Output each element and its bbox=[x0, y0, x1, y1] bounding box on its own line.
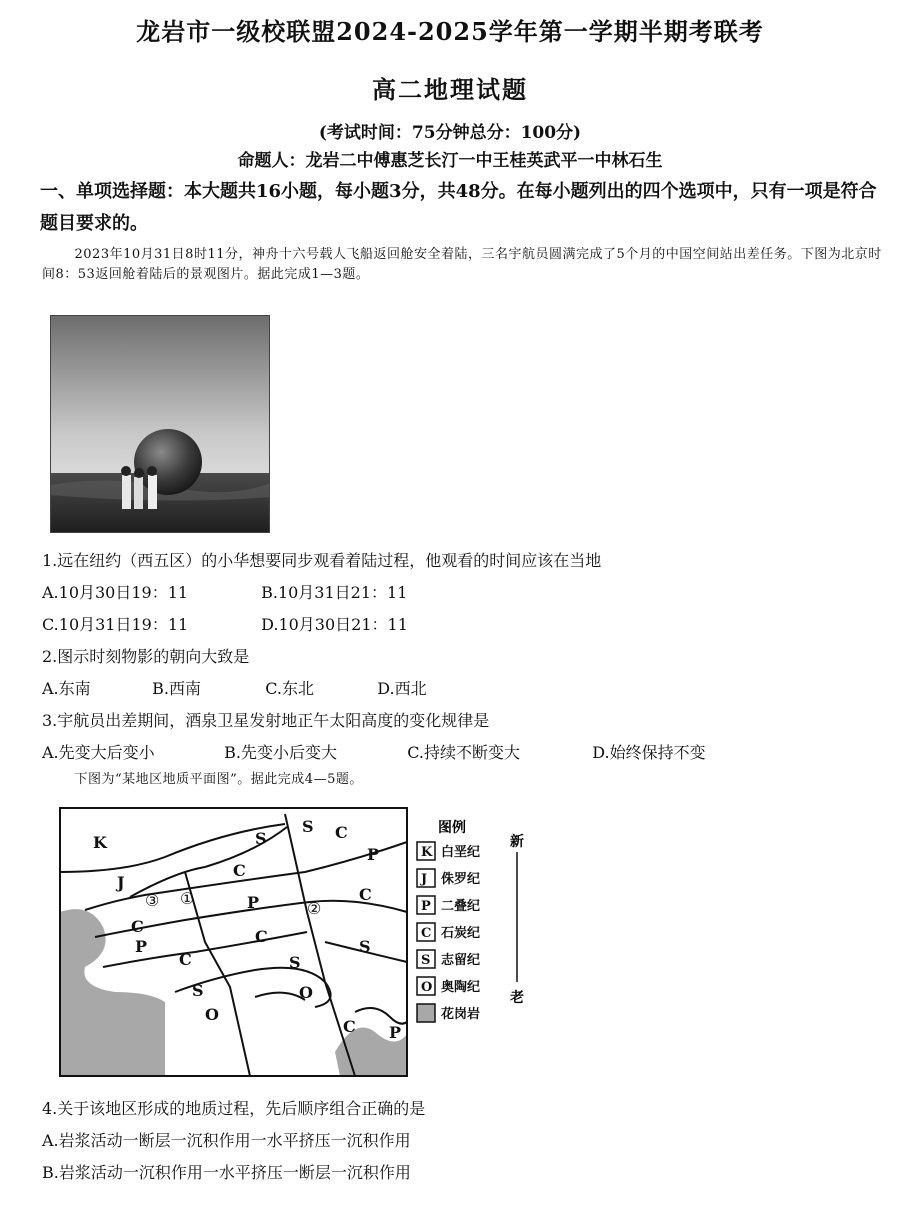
q1-option-c[interactable]: C.10月31日19：11 bbox=[42, 615, 189, 634]
axis-new-label: 新 bbox=[510, 834, 524, 850]
legend-name-S: 志留纪 bbox=[441, 953, 481, 968]
label-S-3: S bbox=[192, 981, 204, 1000]
label-S-top1: S bbox=[255, 829, 267, 848]
question-2-stem: 2.图示时刻物影的朝向大致是 bbox=[42, 647, 250, 666]
exam-title: 龙岩市一级校联盟2024-2025学年第一学期半期考联考 bbox=[136, 17, 764, 46]
q3-option-a[interactable]: A.先变大后变小 bbox=[42, 743, 155, 762]
label-C-1: C bbox=[233, 861, 246, 880]
boundary-right-c bbox=[355, 1008, 407, 1024]
q1-option-a[interactable]: A.10月30日19：11 bbox=[42, 583, 189, 602]
question-1-options-row1 bbox=[42, 580, 407, 603]
fault-1 bbox=[185, 872, 250, 1076]
q2-option-d[interactable]: D.西北 bbox=[377, 679, 427, 698]
legend-swatch-granite bbox=[417, 1004, 435, 1022]
q2-option-c[interactable]: C.东北 bbox=[265, 679, 314, 698]
boundary-c-s bbox=[103, 932, 307, 967]
label-C-2: C bbox=[359, 885, 372, 904]
q3-option-b[interactable]: B.先变小后变大 bbox=[224, 743, 337, 762]
legend-code-K: K bbox=[421, 845, 433, 860]
question-3-stem: 3.宇航员出差期间，酒泉卫星发射地正午太阳高度的变化规律是 bbox=[42, 711, 490, 730]
label-P-1: P bbox=[247, 893, 260, 912]
legend bbox=[417, 842, 480, 1022]
figure-head-1 bbox=[121, 466, 131, 476]
figure-3 bbox=[148, 475, 157, 509]
label-P-3: P bbox=[389, 1023, 402, 1042]
legend-code-C: C bbox=[421, 926, 432, 941]
legend-name-C: 石炭纪 bbox=[441, 926, 481, 941]
boundary-s-c-top bbox=[205, 827, 287, 867]
label-O-2: O bbox=[205, 1005, 219, 1024]
q1-option-b[interactable]: B.10月31日21：11 bbox=[261, 583, 408, 602]
exam-subtitle: 高二地理试题 bbox=[372, 75, 528, 104]
figure-head-3 bbox=[147, 466, 157, 476]
legend-code-P: P bbox=[421, 899, 431, 914]
label-C-top: C bbox=[335, 823, 348, 842]
passage-1: 2023年10月31日8时11分，神舟十六号载人飞船返回舱安全着陆，三名宇航员圆满完成了5个月的中国空间站出差任务。下图为北京时间8：53返回舱着陆后的景观图片。据此完成1—3题。 bbox=[42, 247, 882, 282]
landing-photo bbox=[50, 315, 270, 533]
label-C-5: C bbox=[179, 950, 192, 969]
label-O-1: O bbox=[299, 983, 313, 1002]
label-C-4: C bbox=[255, 927, 268, 946]
q3-option-d[interactable]: D.始终保持不变 bbox=[592, 743, 706, 762]
question-4-stem: 4.关于该地区形成的地质过程，先后顺序组合正确的是 bbox=[42, 1099, 426, 1118]
geologic-map bbox=[55, 802, 545, 1092]
q2-option-a[interactable]: A.东南 bbox=[42, 679, 91, 698]
question-3-options bbox=[42, 740, 706, 763]
axis-old-label: 老 bbox=[510, 990, 524, 1006]
figure-head-2 bbox=[134, 468, 144, 478]
q2-option-b[interactable]: B.西南 bbox=[152, 679, 201, 698]
legend-code-O: O bbox=[421, 980, 433, 995]
legend-name-K: 白垩纪 bbox=[441, 845, 481, 860]
passage-2: 下图为“某地区地质平面图”。据此完成4—5题。 bbox=[74, 772, 363, 787]
label-C-6: C bbox=[343, 1017, 356, 1036]
mark-1: ① bbox=[180, 889, 195, 908]
question-2-options bbox=[42, 676, 427, 699]
boundary-o-inner bbox=[255, 993, 305, 1000]
q4-option-a[interactable]: A.岩浆活动一断层一沉积作用一水平挤压一沉积作用 bbox=[42, 1131, 411, 1150]
exam-info: (考试时间：75分钟总分：100分) bbox=[318, 123, 582, 143]
label-S-top2: S bbox=[302, 817, 314, 836]
label-C-3: C bbox=[131, 917, 144, 936]
legend-title: 图例 bbox=[438, 820, 466, 836]
fault-2 bbox=[285, 814, 355, 1076]
q1-option-d[interactable]: D.10月30日21：11 bbox=[261, 615, 408, 634]
label-S-2: S bbox=[289, 953, 301, 972]
figure-2 bbox=[134, 477, 143, 509]
mark-3: ③ bbox=[145, 891, 160, 910]
question-1-options-row2 bbox=[42, 612, 408, 635]
mark-2: ② bbox=[307, 899, 322, 918]
label-S-1: S bbox=[359, 937, 371, 956]
section-heading: 一、单项选择题：本大题共16小题，每小题3分，共48分。在每小题列出的四个选项中，只有一项是符合题目要求的。 bbox=[40, 181, 877, 234]
legend-code-J: J bbox=[421, 872, 428, 887]
capsule bbox=[134, 429, 202, 495]
question-1-stem: 1.远在纽约（西五区）的小华想要同步观看着陆过程，他观看的时间应该在当地 bbox=[42, 551, 602, 570]
label-J: J bbox=[117, 873, 125, 892]
label-P-2: P bbox=[135, 937, 148, 956]
q4-option-b[interactable]: B.岩浆活动一沉积作用一水平挤压一断层一沉积作用 bbox=[42, 1163, 411, 1182]
legend-code-S: S bbox=[421, 953, 431, 968]
legend-name-granite: 花岗岩 bbox=[441, 1007, 481, 1022]
legend-name-P: 二叠纪 bbox=[441, 899, 481, 914]
exam-authors: 命题人：龙岩二中傅惠芝长汀一中王桂英武平一中林石生 bbox=[237, 151, 663, 171]
figure-1 bbox=[122, 475, 131, 509]
legend-name-J: 侏罗纪 bbox=[441, 872, 481, 887]
legend-name-O: 奥陶纪 bbox=[441, 980, 481, 995]
label-P-top: P bbox=[367, 845, 380, 864]
q3-option-c[interactable]: C.持续不断变大 bbox=[407, 743, 520, 762]
label-K: K bbox=[93, 833, 107, 852]
